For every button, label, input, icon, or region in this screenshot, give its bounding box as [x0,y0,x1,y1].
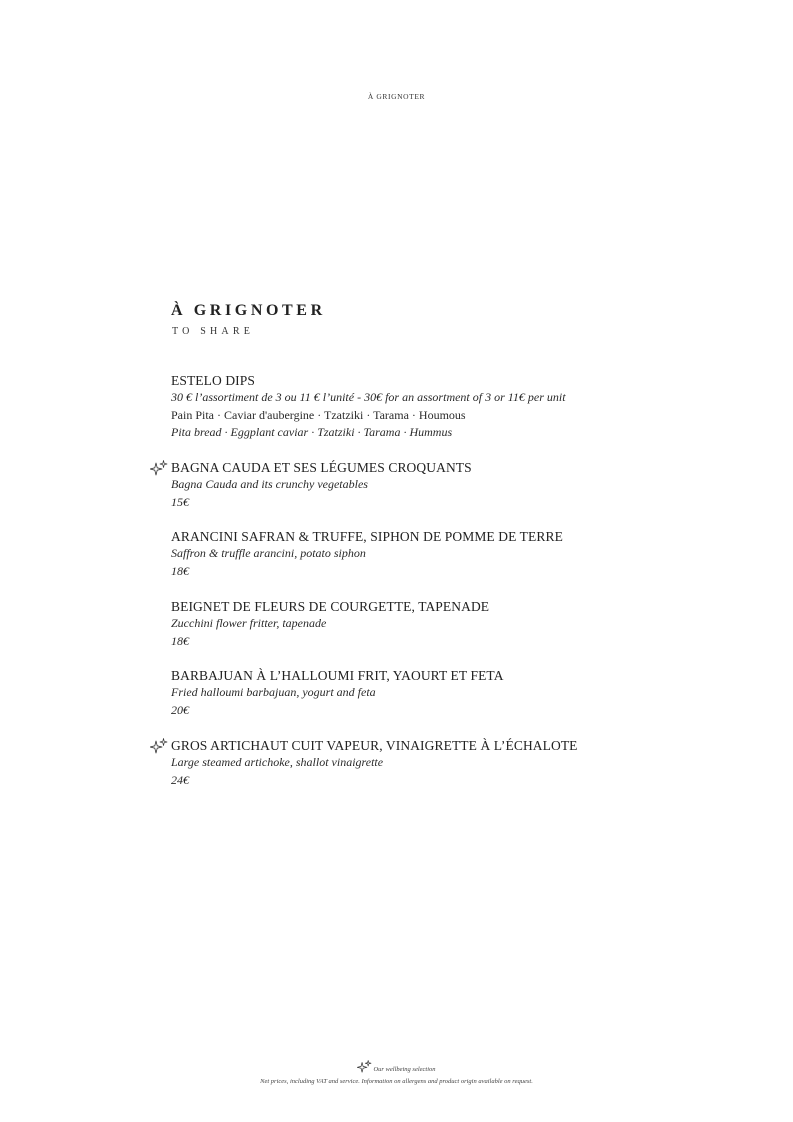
item-price: 24€ [171,772,189,787]
running-head: À GRIGNOTER [367,92,426,101]
item-description-en: Zucchini flower fritter, tapenade [171,616,327,630]
menu-item [171,598,731,650]
item-name: BEIGNET DE FLEURS DE COURGETTE, TAPENADE [171,599,490,614]
menu-item [171,372,731,442]
menu-item [171,667,731,719]
item-price: 15€ [171,494,189,509]
sparkle-icon [357,1060,372,1073]
item-price: 18€ [171,563,189,578]
item-name: ESTELO DIPS [171,373,255,388]
menu-item [171,528,731,580]
menu-item [171,459,731,511]
footer-note: Net prices, including VAT and service. Information on allergens and product origin available on request. [260,1078,533,1085]
item-name: GROS ARTICHAUT CUIT VAPEUR, VINAIGRETTE À L’ÉCHALOTE [171,738,578,753]
item-name: BAGNA CAUDA ET SES LÉGUMES CROQUANTS [171,460,472,475]
item-price: 18€ [171,633,189,648]
item-description-en: Bagna Cauda and its crunchy vegetables [171,477,368,491]
item-description-en: Pita bread · Eggplant caviar · Tzatziki · Tarama · Hummus [171,425,453,439]
sparkle-icon [150,460,168,476]
item-description-fr: Pain Pita · Caviar d'aubergine · Tzatziki · Tarama · Houmous [171,407,466,422]
sparkle-icon [150,738,168,754]
section-title: À GRIGNOTER [171,302,326,319]
item-price-note: 30 € l’assortiment de 3 ou 11 € l’unité - 30€ for an assortment of 3 or 11€ per unit [171,390,566,404]
item-description-en: Large steamed artichoke, shallot vinaigrette [171,755,384,769]
item-price: 20€ [171,702,189,717]
item-name: ARANCINI SAFRAN & TRUFFE, SIPHON DE POMME DE TERRE [171,529,563,544]
item-name: BARBAJUAN À L’HALLOUMI FRIT, YAOURT ET FETA [171,668,504,683]
section-subtitle: TO SHARE [172,326,255,337]
wellbeing-legend-label: Our wellbeing selection [373,1066,436,1073]
menu-item [171,737,731,789]
footer-wellbeing-legend [0,1060,793,1073]
item-description-en: Fried halloumi barbajuan, yogurt and feta [171,685,376,699]
item-description-en: Saffron & truffle arancini, potato siphon [171,546,366,560]
